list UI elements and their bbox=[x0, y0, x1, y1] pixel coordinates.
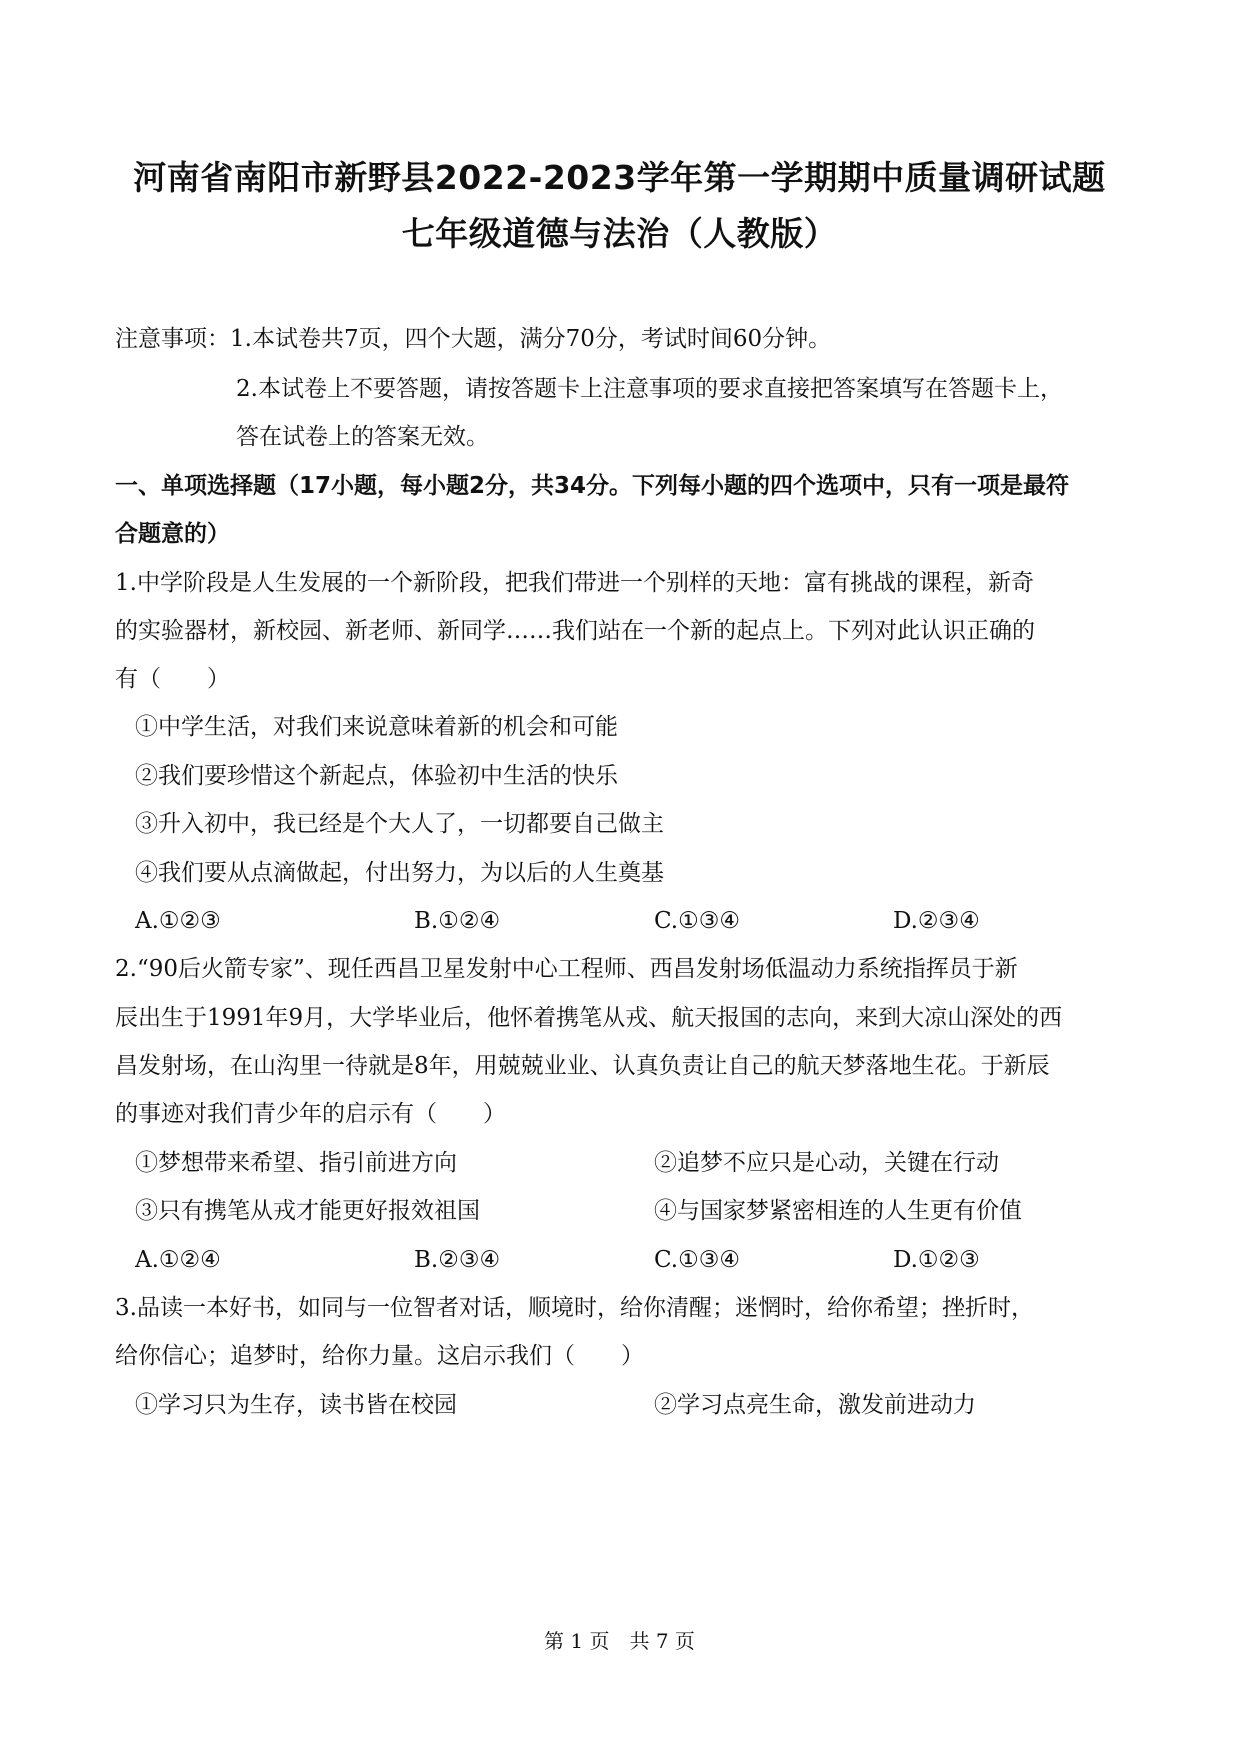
q3-stem-line-1: 3.品读一本好书，如同与一位智者对话，顺境时，给你清醒；迷惘时，给你希望；挫折时， bbox=[115, 1295, 1034, 1321]
q1-stem-line-1: 1.中学阶段是人生发展的一个新阶段，把我们带进一个别样的天地：富有挑战的课程，新奇 bbox=[115, 570, 1034, 596]
q1-option-a: A.①②③ bbox=[135, 908, 221, 934]
q2-option-c: C.①③④ bbox=[654, 1247, 740, 1273]
q2-stem-line-1: 2.“90后火箭专家”、现任西昌卫星发射中心工程师、西昌发射场低温动力系统指挥员于新 bbox=[115, 956, 1018, 982]
q1-option-d: D.②③④ bbox=[893, 908, 980, 934]
q1-option-c: C.①③④ bbox=[654, 908, 740, 934]
q2-item-3: ③只有携笔从戎才能更好报效祖国 bbox=[135, 1198, 480, 1224]
section-heading-line-2: 合题意的） bbox=[115, 521, 230, 547]
exam-subtitle: 七年级道德与法治（人教版） bbox=[401, 214, 838, 253]
q2-stem-line-3: 昌发射场，在山沟里一待就是8年，用兢兢业业、认真负责让自己的航天梦落地生花。于新辰 bbox=[115, 1053, 1050, 1079]
q2-option-a: A.①②④ bbox=[135, 1247, 221, 1273]
q3-item-2: ②学习点亮生命，激发前进动力 bbox=[654, 1392, 976, 1418]
section-heading-line-1: 一、单项选择题（17小题，每小题2分，共34分。下列每小题的四个选项中，只有一项是最符 bbox=[115, 473, 1070, 499]
exam-title: 河南省南阳市新野县2022-2023学年第一学期期中质量调研试题 bbox=[133, 158, 1106, 197]
q2-item-4: ④与国家梦紧密相连的人生更有价值 bbox=[654, 1198, 1022, 1224]
q1-option-b: B.①②④ bbox=[414, 908, 501, 934]
q1-item-4: ④我们要从点滴做起，付出努力，为以后的人生奠基 bbox=[135, 860, 664, 886]
q2-option-b: B.②③④ bbox=[414, 1247, 501, 1273]
q3-stem-line-2: 给你信心；追梦时，给你力量。这启示我们（ ） bbox=[115, 1343, 644, 1369]
page-footer: 第 1 页 共 7 页 bbox=[544, 1629, 695, 1653]
q2-item-1: ①梦想带来希望、指引前进方向 bbox=[135, 1150, 457, 1176]
q2-option-d: D.①②③ bbox=[893, 1247, 980, 1273]
notice-line-3: 答在试卷上的答案无效。 bbox=[236, 424, 489, 450]
q2-stem-line-2: 辰出生于1991年9月，大学毕业后，他怀着携笔从戎、航天报国的志向，来到大凉山深处的西 bbox=[115, 1005, 1063, 1031]
q1-stem-line-3: 有（ ） bbox=[115, 666, 230, 692]
q2-item-2: ②追梦不应只是心动，关键在行动 bbox=[654, 1150, 999, 1176]
q2-stem-line-4: 的事迹对我们青少年的启示有（ ） bbox=[115, 1101, 506, 1127]
q1-item-2: ②我们要珍惜这个新起点，体验初中生活的快乐 bbox=[135, 763, 618, 789]
notice-line-2: 2.本试卷上不要答题，请按答题卡上注意事项的要求直接把答案填写在答题卡上， bbox=[236, 376, 1063, 402]
q3-item-1: ①学习只为生存，读书皆在校园 bbox=[135, 1392, 457, 1418]
q1-item-3: ③升入初中，我已经是个大人了，一切都要自己做主 bbox=[135, 811, 664, 837]
q1-stem-line-2: 的实验器材，新校园、新老师、新同学……我们站在一个新的起点上。下列对此认识正确的 bbox=[115, 618, 1035, 644]
notice-line-1: 注意事项：1.本试卷共7页，四个大题，满分70分，考试时间60分钟。 bbox=[115, 326, 832, 352]
q1-item-1: ①中学生活，对我们来说意味着新的机会和可能 bbox=[135, 714, 618, 740]
